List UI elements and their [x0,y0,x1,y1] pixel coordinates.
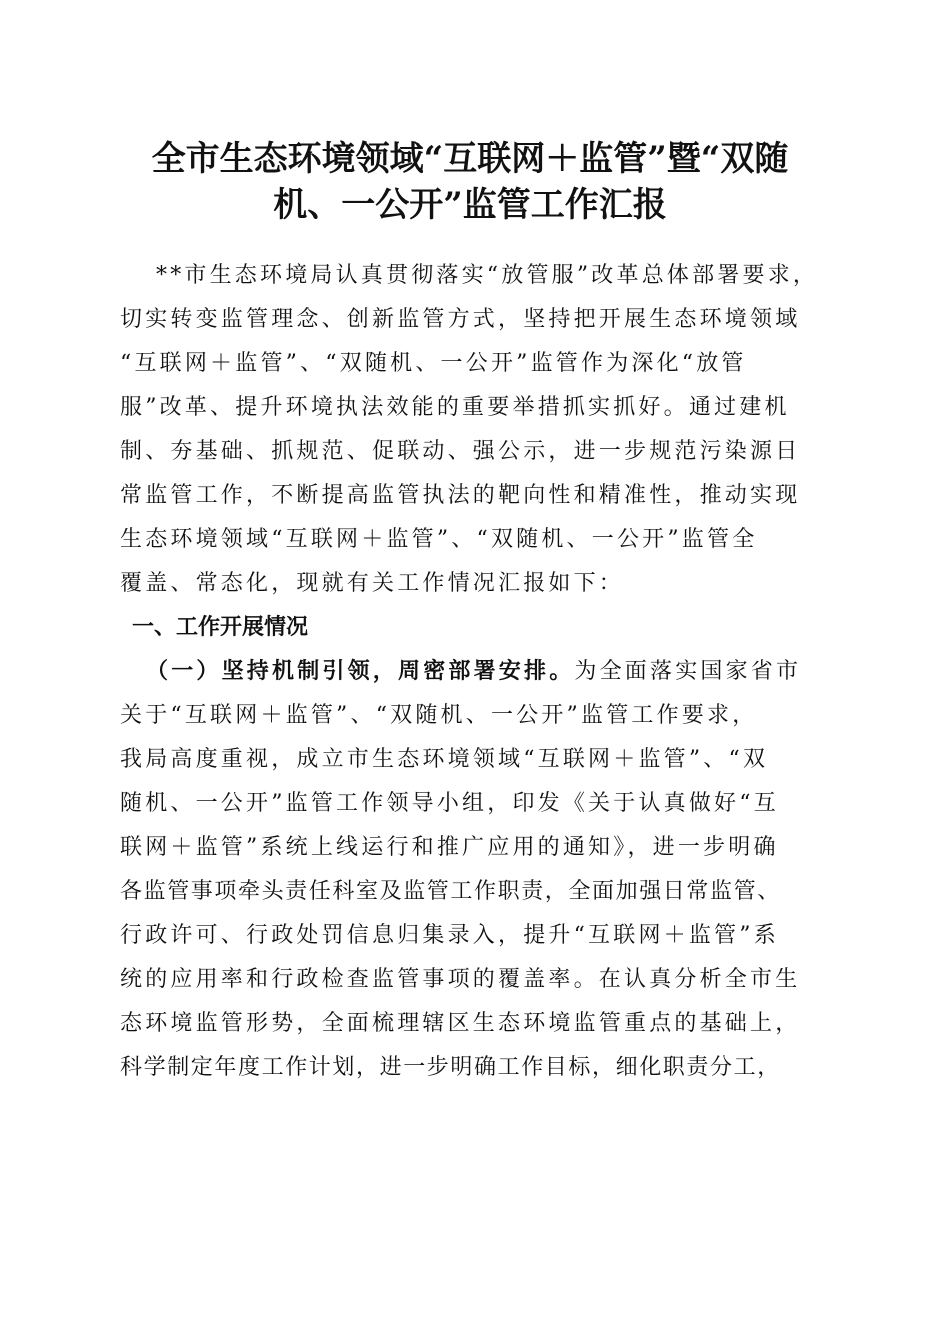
subsection-paragraph-line: 随机、一公开”监管工作领导小组，印发《关于认真做好“互 [120,791,779,816]
subsection-heading: （一）坚持机制引领，周密部署安排。 [146,659,575,684]
intro-paragraph-line: 切实转变监管理念、创新监管方式，坚持把开展生态环境领域 [120,307,801,332]
document-title-line-2: 机、一公开”监管工作汇报 [273,185,667,225]
subsection-first-line-text: 为全面落实国家省市 [574,659,802,684]
intro-paragraph-line: 生态环境领域“互联网＋监管”、“双随机、一公开”监管全 [120,527,758,552]
intro-paragraph-line: 服”改革、提升环境执法效能的重要举措抓实抓好。通过建机 [120,395,790,420]
intro-paragraph-line: 常监管工作，不断提高监管执法的靶向性和精准性，推动实现 [120,483,801,508]
subsection-paragraph-line: 行政许可、行政处罚信息归集录入，提升“互联网＋监管”系 [120,923,779,948]
intro-paragraph-line: 制、夯基础、抓规范、促联动、强公示，进一步规范污染源日 [120,439,801,464]
subsection-paragraph-line: 统的应用率和行政检查监管事项的覆盖率。在认真分析全市生 [120,967,801,992]
subsection-paragraph-line: 态环境监管形势，全面梳理辖区生态环境监管重点的基础上， [120,1011,801,1036]
intro-paragraph-line: 覆盖、常态化，现就有关工作情况汇报如下： [120,571,625,596]
document-body [120,254,840,1090]
subsection-paragraph-line: 我局高度重视，成立市生态环境领域“互联网＋监管”、“双 [120,747,769,772]
section-heading: 一、工作开展情况 [132,615,309,640]
subsection-paragraph-line: 关于“互联网＋监管”、“双随机、一公开”监管工作要求， [120,703,758,728]
document-title-line-1: 全市生态环境领域“互联网＋监管”暨“双随 [151,139,789,179]
intro-paragraph-line: **市生态环境局认真贯彻落实“放管服”改革总体部署要求， [156,263,819,288]
intro-paragraph-line: “互联网＋监管”、“双随机、一公开”监管作为深化“放管 [120,351,747,376]
subsection-paragraph-line: 各监管事项牵头责任科室及监管工作职责，全面加强日常监管、 [120,879,781,904]
subsection-paragraph-line: 联网＋监管”系统上线运行和推广应用的通知》，进一步明确 [120,835,779,860]
subsection-first-line [120,650,840,694]
subsection-paragraph-line: 科学制定年度工作计划，进一步明确工作目标，细化职责分工， [120,1055,781,1080]
